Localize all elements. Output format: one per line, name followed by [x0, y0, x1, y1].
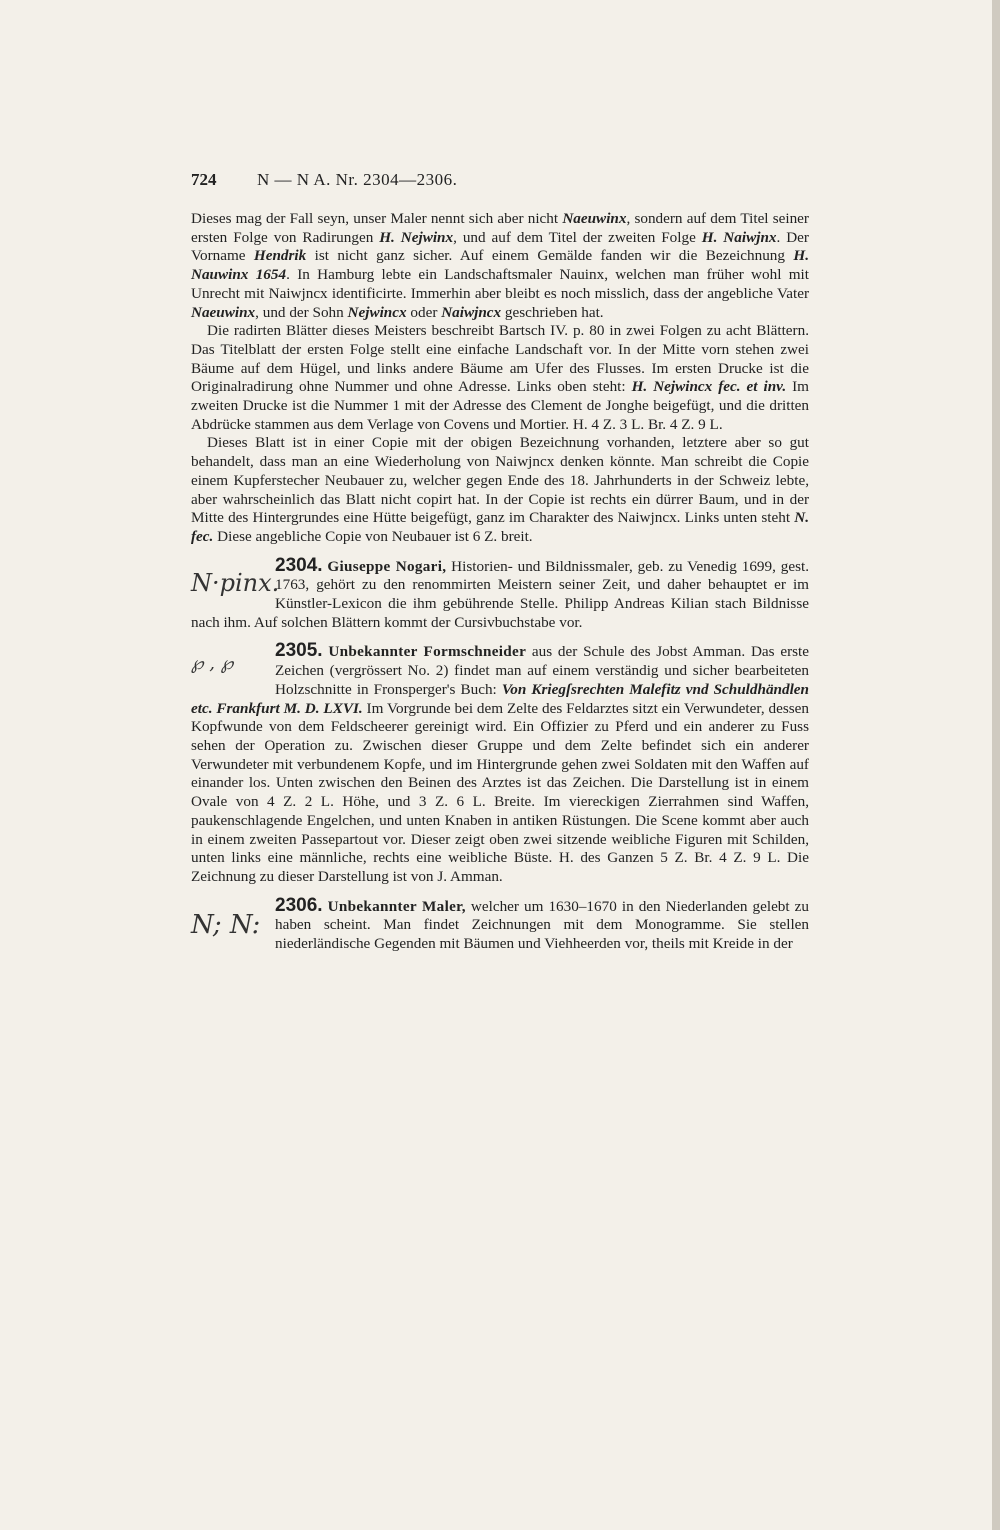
page-edge	[992, 0, 1000, 1530]
monogram-image: N; N:	[191, 909, 261, 940]
entry-2305	[191, 642, 809, 886]
intro-paragraph-2	[191, 322, 809, 434]
entry-text: Im Vorgrunde bei dem Zelte des Feldarztes sitzt ein Verwundeter, dessen Kopfwunde von dem Feldscheerer gereinigt wird. Ein Offizier zu Pferd und ein anderer zu Fuss sehen der Operation zu. Zwischen dieser Gruppe und dem Zelte befindet sich ein anderer Verwundeter mit verbundenem Kopfe, und im Hintergrunde gehen zwei Soldaten mit den Waffen auf einander los. Unten zwischen den Beinen des Arztes ist das Zeichen. Die Darstellung ist in einem Ovale von 4 Z. 2 L. Höhe, und 3 Z. 6 L. Breite. Im viereckigen Zierrahmen sind Waffen, paukenschlagende Engelchen, und unten Knaben in antiken Rüstungen. Die Scene kommt aber auch in einem zweiten Passepartout vor. Dieser zeigt oben zwei sitzende weibliche Figuren mit Schilden, unten links eine männliche, rechts eine weibliche Büste. H. des Ganzen 5 Z. Br. 4 Z. 9 L. Die Zeichnung zu dieser Darstellung ist von J. Amman.	[191, 699, 809, 885]
text: Dieses mag der Fall seyn, unser Maler nennt sich aber nicht	[191, 210, 563, 227]
text: Die radirten Blätter dieses Meisters beschreibt Bartsch IV. p. 80 in zwei Folgen zu acht Blättern. Das Titelblatt der ersten Folge stellt eine einfache Landschaft vor. In der Mitte vorn stehen zwei Bäume auf dem Hügel, und links andere Bäume am Ufer des Flusses. Im ersten Drucke ist die Originalradirung ohne Nummer und ohne Adresse. Links oben steht:	[191, 322, 809, 396]
text: Diese angebliche Copie von Neubauer ist 6 Z. breit.	[213, 527, 533, 545]
text: oder	[406, 303, 442, 321]
page-number: 724	[191, 170, 217, 189]
italic-name: H. Naiwjnx	[701, 228, 777, 246]
page-header	[191, 170, 809, 196]
entry-paragraph	[191, 554, 810, 633]
italic-inscription: N. fec.	[191, 509, 809, 545]
entry-text: aus der Schule des Jobst Amman. Das erste Zeichen (vergrössert No. 2) findet man auf einem verständig und sicher bearbeiteten Holzschnitte in Fronsperger's Buch:	[275, 643, 810, 698]
running-head: N — N A. Nr. 2304—2306.	[257, 170, 458, 189]
text: , und der Sohn	[255, 303, 348, 321]
book-page	[191, 170, 809, 954]
italic-name: Naeuwinx	[191, 303, 256, 321]
italic-name: Hendrik	[253, 247, 307, 265]
entry-paragraph	[191, 642, 809, 886]
text: geschrieben hat.	[501, 303, 604, 321]
text: , und auf dem Titel der zweiten Folge	[453, 228, 702, 246]
entry-paragraph	[191, 894, 810, 954]
text: Im zweiten Drucke ist die Nummer 1 mit der Adresse des Clement de Jonghe beigefügt, und die dritten Abdrücke stammen aus dem Verlage von Covens und Mortier. H. 4 Z. 3 L. Br. 4 Z. 9 L.	[191, 378, 809, 433]
text: , sondern auf dem Titel seiner ersten Folge von Radirungen	[191, 210, 809, 246]
italic-name: H. Nauwinx 1654	[191, 247, 809, 284]
intro-paragraph-1	[191, 210, 809, 322]
text: Dieses Blatt ist in einer Copie mit der obigen Bezeichnung vorhanden, letztere aber so gut behandelt, dass man an eine Wiederholung von Naiwjncx denken könnte. Man schreibt die Copie einem Kupferstecher Neubauer zu, welcher gegen Ende des 18. Jahrhunderts in der Schweiz lebte, aber wahrscheinlich das Blatt nicht copirt hat. In der Copie ist rechts ein dürrer Baum, und in der Mitte des Hintergrundes eine Hütte beigefügt, ganz im Charakter des Naiwjncx. Links unten steht	[191, 434, 809, 527]
entry-name: Giuseppe Nogari,	[327, 557, 447, 575]
text: . In Hamburg lebte ein Landschaftsmaler Nauinx, welchen man früher wohl mit Unrecht mit Naiwjncx identificirte. Immerhin aber bleibt es noch misslich, dass der angebliche Vater	[191, 266, 809, 302]
entry-number: 2306.	[275, 894, 323, 916]
entry-2304	[191, 554, 810, 633]
italic-name: Naeuwinx	[562, 210, 627, 227]
intro-paragraph-3	[191, 434, 809, 546]
italic-name: Naiwjncx	[441, 303, 502, 321]
entry-name: Unbekannter Maler,	[327, 897, 466, 915]
entry-number: 2305.	[275, 640, 323, 662]
entry-text: welcher um 1630–1670 in den Niederlanden gelebt zu haben scheint. Man findet Zeichnungen mit dem Monogramme. Sie stellen niederländische Gegenden mit Bäumen und Viehheerden vor, theils mit Kreide in der	[275, 897, 810, 953]
text: ist nicht ganz sicher. Auf einem Gemälde fanden wir die Bezeichnung	[306, 247, 794, 265]
monogram-image: ℘ , ℘	[191, 653, 234, 675]
entry-text: Historien- und Bildnissmaler, geb. zu Venedig 1699, gest. 1763, gehört zu den renommirten Meistern seiner Zeit, und daher behauptet er im Künstler-Lexicon die ihm gebührende Stelle. Philipp Andreas Kilian stach Bildnisse nach ihm. Auf solchen Blättern kommt der Cursivbuchstabe vor.	[191, 557, 810, 631]
entry-name: Unbekannter Formschneider	[328, 643, 527, 661]
italic-name: Nejwincx	[347, 303, 407, 321]
italic-name: H. Nejwinx	[379, 228, 454, 246]
entry-2306	[191, 894, 810, 954]
entry-number: 2304.	[275, 554, 323, 576]
italic-inscription: H. Nejwincx fec. et inv.	[631, 378, 787, 396]
text: . Der Vorname	[191, 228, 809, 265]
monogram-image: N·pinx.	[191, 568, 280, 597]
italic-title: Von Kriegſsrechten Malefitz vnd Schuldhändlen etc. Frankfurt M. D. LXVI.	[191, 680, 809, 717]
